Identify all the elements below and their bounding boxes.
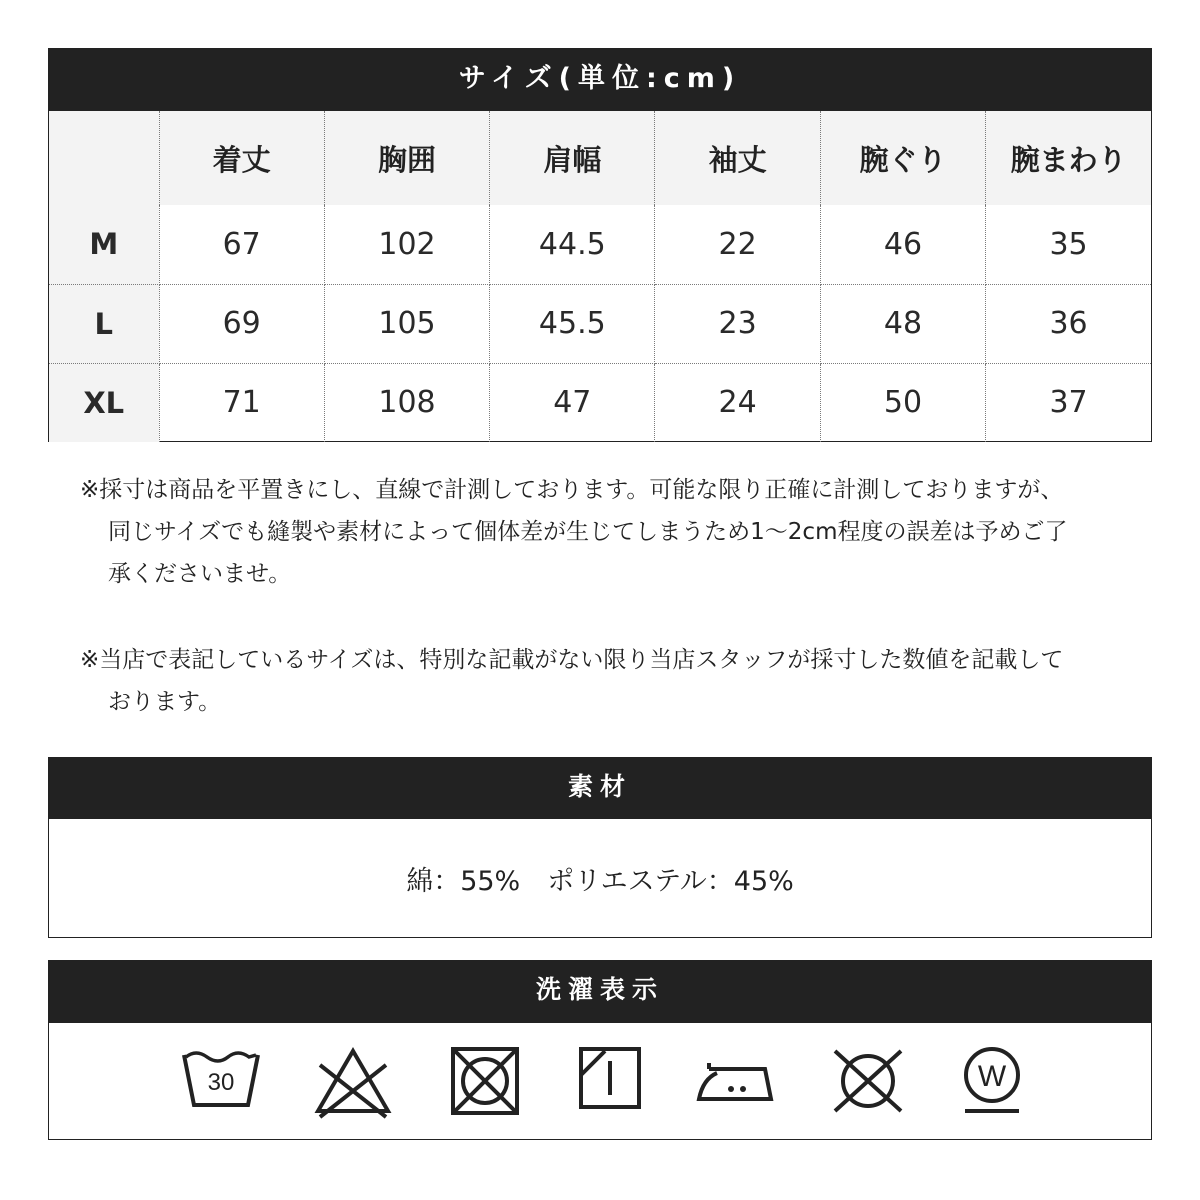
material-title: 素材 (49, 758, 1151, 819)
table-cell: 69 (159, 284, 324, 363)
material-body (49, 819, 1151, 937)
measurement-note (80, 469, 1080, 595)
column-header-arm-circumference: 腕まわり (986, 111, 1151, 205)
care-section (48, 960, 1152, 1140)
line-dry-icon (577, 1045, 643, 1111)
table-cell: 24 (655, 363, 820, 442)
column-header-length: 着丈 (159, 111, 324, 205)
sizing-note (80, 639, 1080, 723)
material-composition: 綿：55% ポリエステル：45% (406, 865, 794, 897)
size-label: XL (49, 363, 159, 442)
size-chart-title: サイズ(単位:cm) (49, 49, 1151, 111)
table-cell: 48 (820, 284, 985, 363)
size-table-header-row (49, 111, 1151, 205)
sizing-note-text: ※当店で表記しているサイズは、特別な記載がない限り当店スタッフが採寸した数値を記載しております。 (80, 647, 1064, 715)
table-cell: 46 (820, 205, 985, 284)
size-label: M (49, 205, 159, 284)
wash-temperature-label: 30 (207, 1069, 235, 1096)
column-header-shoulder: 肩幅 (490, 111, 655, 205)
table-row (49, 363, 1151, 442)
care-symbols (49, 1023, 1151, 1139)
table-cell: 35 (986, 205, 1151, 284)
table-row (49, 205, 1151, 284)
care-title: 洗濯表示 (49, 961, 1151, 1023)
table-cell: 36 (986, 284, 1151, 363)
size-table-corner (49, 111, 159, 205)
table-cell: 47 (490, 363, 655, 442)
iron-low-temp-icon (695, 1045, 777, 1103)
table-row (49, 284, 1151, 363)
size-chart (48, 48, 1152, 442)
table-cell: 50 (820, 363, 985, 442)
size-table (49, 111, 1151, 442)
material-section (48, 757, 1152, 938)
table-cell: 105 (324, 284, 489, 363)
table-cell: 44.5 (490, 205, 655, 284)
table-cell: 108 (324, 363, 489, 442)
measurement-note-text: ※採寸は商品を平置きにし、直線で計測しております。可能な限り正確に計測しておりますが、同じサイズでも縫製や素材によって個体差が生じてしまうため1～2cm程度の誤差は予めご了承くださいませ。 (80, 477, 1068, 587)
size-label: L (49, 284, 159, 363)
no-bleach-icon (312, 1045, 394, 1119)
column-header-chest: 胸囲 (324, 111, 489, 205)
table-cell: 37 (1049, 385, 1088, 421)
column-header-sleeve: 袖丈 (655, 111, 820, 205)
column-header-armhole: 腕ぐり (820, 111, 985, 205)
wet-clean-icon (959, 1045, 1025, 1115)
table-cell: 102 (324, 205, 489, 284)
no-tumble-dry-icon (449, 1045, 521, 1117)
table-cell: 71 (159, 363, 324, 442)
wash-tub-30-icon (180, 1045, 262, 1111)
table-cell: 22 (655, 205, 820, 284)
table-cell: 23 (655, 284, 820, 363)
table-cell: 67 (159, 205, 324, 284)
wet-clean-label: W (977, 1060, 1007, 1093)
table-cell: 45.5 (490, 284, 655, 363)
no-dry-clean-icon (827, 1045, 909, 1117)
